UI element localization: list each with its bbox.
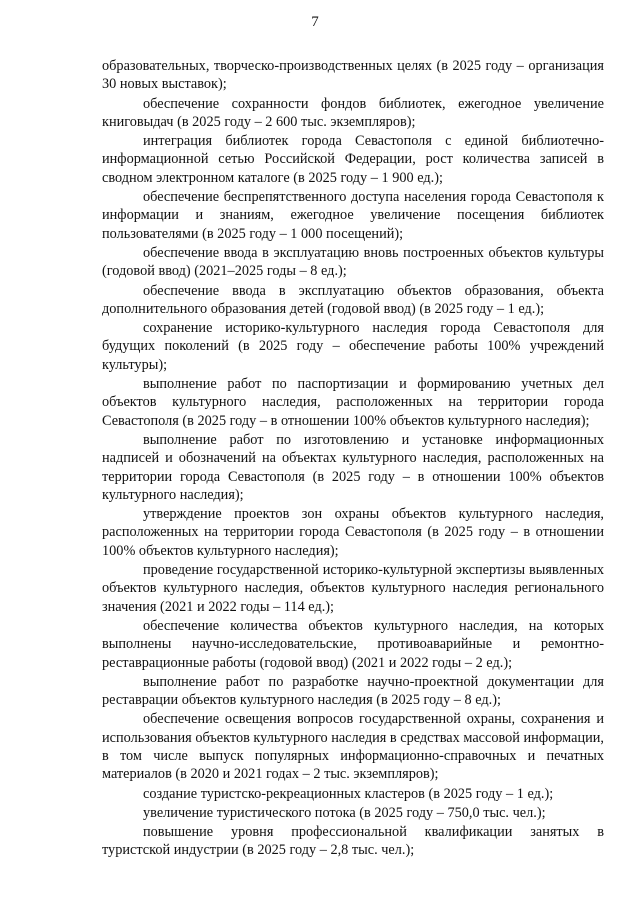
paragraph: обеспечение ввода в эксплуатацию вновь построенных объектов культуры (годовой ввод) (2021–2025 годы – 8 ед.); [102,244,604,280]
paragraph: образовательных, творческо-производственных целях (в 2025 году – организация 30 новых выставок); [102,58,604,93]
paragraph: обеспечение ввода в эксплуатацию объектов образования, объекта дополнительного образования детей (годовой ввод) (в 2025 году – 1 ед.); [102,282,604,317]
paragraph: увеличение туристического потока (в 2025 году – 750,0 тыс. чел.); [143,804,546,821]
paragraph: выполнение работ по паспортизации и формированию учетных дел объектов культурного наследия, расположенных на территории города Севастополя (в 2025 году – в отношении 100% объектов культурного наследия); [102,376,604,429]
paragraph: сохранение историко-культурного наследия города Севастополя для будущих поколений (в 2025 году – обеспечение работы 100% учреждений культуры); [102,320,604,373]
paragraph: обеспечение беспрепятственного доступа населения города Севастополя к информации и знаниям, ежегодное увеличение посещения библиотек пользователями (в 2025 году – 1 000 посещений); [102,189,604,242]
paragraph: обеспечение освещения вопросов государственной охраны, сохранения и использования объектов культурного наследия в средствах массовой информации, в том числе выпуск популярных информационно-справочных и печатных материалов (в 2020 и 2021 годах – 2 тыс. экземпляров); [102,711,605,783]
paragraph: создание туристско-рекреационных кластеров (в 2025 году – 1 ед.); [143,785,554,802]
body-text [102,57,604,861]
page-number: 7 [311,14,319,30]
paragraph: обеспечение сохранности фондов библиотек, ежегодное увеличение книговыдач (в 2025 году – 2 600 тыс. экземпляров); [102,95,604,130]
paragraph: утверждение проектов зон охраны объектов культурного наследия, расположенных на территории города Севастополя (в 2025 году – в отношении 100% объектов культурного наследия); [102,506,604,559]
paragraph: проведение государственной историко-культурной экспертизы выявленных объектов культурного наследия, объектов культурного наследия регионального значения (2021 и 2022 годы – 114 ед.); [102,562,604,615]
paragraph: обеспечение количества объектов культурного наследия, на которых выполнены научно-исследовательские, противоаварийные и ремонтно-реставрационные работы (годовой ввод) (2021 и 2022 годы – 2 ед.); [102,617,604,671]
paragraph: повышение уровня профессиональной квалификации занятых в туристской индустрии (в 2025 году – 2,8 тыс. чел.); [102,824,604,859]
paragraph: выполнение работ по разработке научно-проектной документации для реставрации объектов культурного наследия (в 2025 году – 8 ед.); [102,673,604,709]
paragraph: интеграция библиотек города Севастополя с единой библиотечно-информационной сетью Российской Федерации, рост количества записей в сводном электронном каталоге (в 2025 году – 1 900 ед.); [102,133,604,186]
paragraph: выполнение работ по изготовлению и установке информационных надписей и обозначений на объектах культурного наследия, расположенных на территории города Севастополя (в 2025 году – в отношении 100% объектов культурного наследия); [102,431,604,503]
